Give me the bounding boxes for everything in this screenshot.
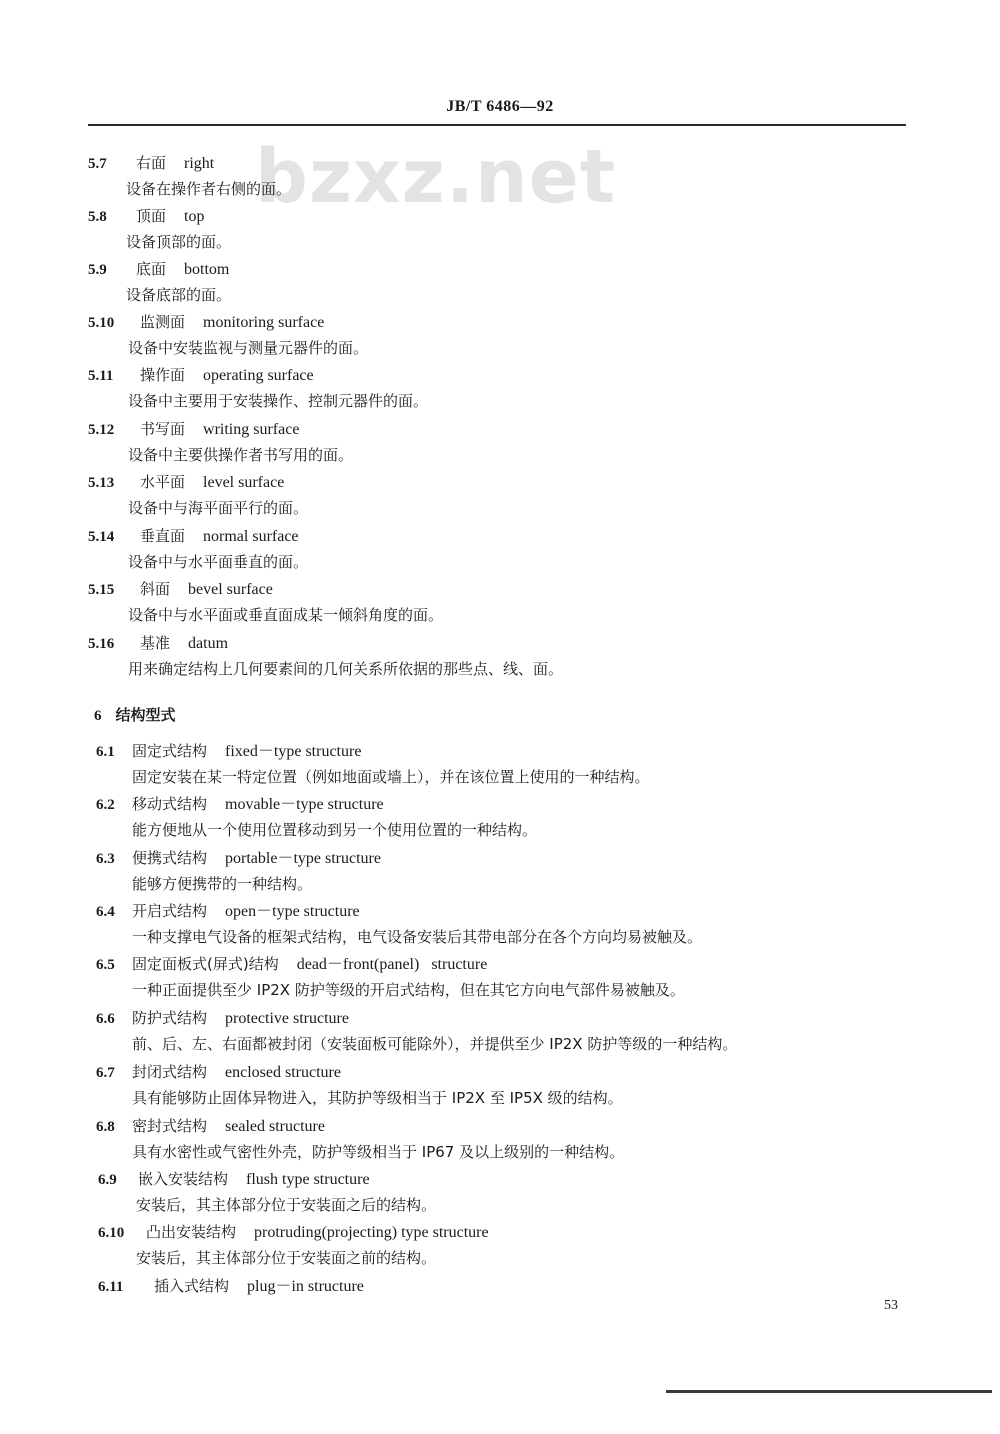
term-definition: 设备中与海平面平行的面。 [128,499,309,517]
term-number: 6.1 [96,744,115,760]
term-definition: 具有水密性或气密性外壳，防护等级相当于 IP67 及以上级别的一种结构。 [132,1143,625,1161]
document-header: JB/T 6486—92 [446,98,554,115]
term-chinese: 移动式结构 [132,795,208,813]
term-number: 5.15 [88,582,115,598]
term-english: operating surface [203,367,314,384]
term-number: 6.4 [96,904,115,920]
term-number: 5.16 [88,636,115,652]
page-number: 53 [884,1298,898,1313]
term-heading [88,203,204,229]
term-number: 6.11 [98,1279,124,1295]
term-number: 5.11 [88,368,114,384]
term-number: 6.3 [96,851,115,867]
term-heading [96,738,361,764]
term-number: 5.9 [88,262,107,278]
term-chinese: 固定面板式(屏式)结构 [132,955,279,973]
term-english: datum [188,635,229,652]
term-english: normal surface [203,528,299,545]
term-number: 6.2 [96,797,115,813]
term-number: 6.9 [98,1172,117,1188]
term-heading [88,256,229,282]
term-number: 5.8 [88,209,107,225]
term-heading [88,523,299,549]
term-heading [88,362,314,388]
term-heading [98,1166,370,1192]
term-number: 6.8 [96,1119,115,1135]
term-heading [88,576,273,602]
term-english: fixed－type structure [225,743,362,760]
term-chinese: 底面 [136,260,167,278]
term-english: sealed structure [225,1118,325,1135]
term-english: dead－front(panel) structure [296,956,488,973]
term-heading [88,630,228,656]
term-english: open－type structure [225,903,360,920]
term-chinese: 操作面 [140,366,186,384]
term-definition: 前、后、左、右面都被封闭（安装面板可能除外），并提供至少 IP2X 防护等级的一种结构。 [132,1035,738,1053]
header-rule [88,124,906,126]
term-english: enclosed structure [225,1064,341,1081]
term-chinese: 斜面 [140,580,171,598]
term-number: 6.5 [96,957,115,973]
term-definition: 设备中与水平面垂直的面。 [128,553,309,571]
term-english: movable－type structure [225,796,384,813]
term-english: right [184,155,215,172]
term-definition: 设备中主要供操作者书写用的面。 [128,446,354,464]
term-definition: 能够方便携带的一种结构。 [132,875,313,893]
term-definition: 能方便地从一个使用位置移动到另一个使用位置的一种结构。 [132,821,538,839]
term-number: 6.10 [98,1225,125,1241]
term-english: plug－in structure [247,1278,364,1295]
term-english: protruding(projecting) type structure [254,1224,489,1241]
term-english: top [184,208,205,225]
term-chinese: 凸出安装结构 [146,1223,237,1241]
term-number: 5.10 [88,315,115,331]
term-chinese: 插入式结构 [154,1277,230,1295]
term-chinese: 开启式结构 [132,902,208,920]
term-heading [96,1005,349,1031]
term-chinese: 嵌入安装结构 [138,1170,229,1188]
term-chinese: 基准 [140,634,171,652]
term-number: 6.6 [96,1011,115,1027]
term-english: protective structure [225,1010,349,1027]
term-definition: 设备中安装监视与测量元器件的面。 [128,339,369,357]
term-heading [88,469,284,495]
term-english: writing surface [203,421,300,438]
term-number: 5.13 [88,475,115,491]
term-chinese: 垂直面 [140,527,186,545]
term-definition: 安装后，其主体部分位于安装面之后的结构。 [136,1196,437,1214]
term-chinese: 右面 [136,154,167,172]
term-definition: 设备中与水平面或垂直面成某一倾斜角度的面。 [128,606,444,624]
term-definition: 一种支撑电气设备的框架式结构，电气设备安装后其带电部分在各个方向均易被触及。 [132,928,703,946]
term-definition: 具有能够防止固体异物进入，其防护等级相当于 IP2X 至 IP5X 级的结构。 [132,1089,623,1107]
term-definition: 一种正面提供至少 IP2X 防护等级的开启式结构，但在其它方向电气部件易被触及。 [132,981,685,999]
term-heading [98,1273,364,1299]
term-number: 6.7 [96,1065,115,1081]
term-heading [96,791,384,817]
term-definition: 设备中主要用于安装操作、控制元器件的面。 [128,392,429,410]
term-definition: 固定安装在某一特定位置（例如地面或墙上），并在该位置上使用的一种结构。 [132,768,650,786]
term-number: 5.7 [88,156,107,172]
term-heading [88,150,214,176]
term-english: level surface [203,474,285,491]
term-english: monitoring surface [203,314,325,331]
term-chinese: 便携式结构 [132,849,208,867]
term-english: portable－type structure [225,850,381,867]
term-chinese: 顶面 [136,207,167,225]
term-definition: 设备在操作者右侧的面。 [126,180,292,198]
term-definition: 设备底部的面。 [126,286,232,304]
term-chinese: 固定式结构 [132,742,208,760]
section-title: 结构型式 [115,706,176,724]
term-heading [96,1059,341,1085]
term-english: bevel surface [188,581,273,598]
footer-rule [666,1390,992,1393]
term-heading [98,1219,489,1245]
term-heading [96,898,360,924]
section-number: 6 [94,708,102,724]
watermark: bzxz.net [255,134,617,220]
term-english: flush type structure [246,1171,370,1188]
term-chinese: 防护式结构 [132,1009,208,1027]
term-chinese: 书写面 [140,420,186,438]
term-chinese: 监测面 [140,313,186,331]
term-heading [96,845,381,871]
term-chinese: 水平面 [140,473,186,491]
term-english: bottom [184,261,230,278]
term-definition: 安装后，其主体部分位于安装面之前的结构。 [136,1249,437,1267]
term-heading [88,416,299,442]
term-definition: 用来确定结构上几何要素间的几何关系所依据的那些点、线、面。 [128,660,564,678]
term-heading [96,951,487,977]
section-heading [94,702,176,728]
term-number: 5.12 [88,422,115,438]
term-heading [96,1113,325,1139]
term-chinese: 封闭式结构 [132,1063,208,1081]
term-heading [88,309,324,335]
term-number: 5.14 [88,529,115,545]
term-definition: 设备顶部的面。 [126,233,232,251]
term-chinese: 密封式结构 [132,1117,208,1135]
